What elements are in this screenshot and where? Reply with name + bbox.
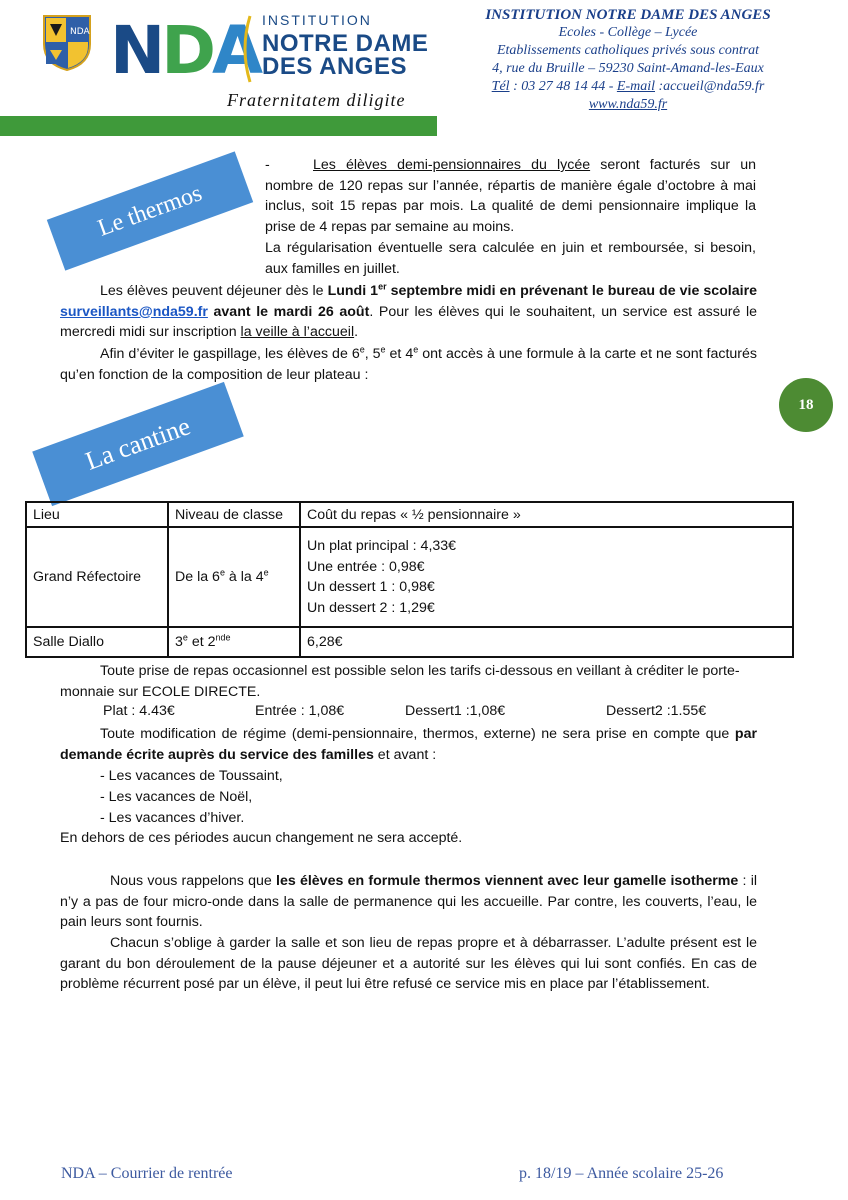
table-cell-lieu: Grand Réfectoire xyxy=(26,527,168,627)
crest-logo xyxy=(42,14,92,72)
regime-written-request: par demande écrite auprès du service des familles xyxy=(60,726,757,763)
contact-title: INSTITUTION NOTRE DAME DES ANGES xyxy=(485,7,771,23)
logo-letter-d: D xyxy=(161,12,213,89)
website-link[interactable]: www.nda59.fr xyxy=(588,97,668,112)
cost-plat: Un plat principal : 4,33€ xyxy=(307,538,457,554)
table-cell-niveau xyxy=(168,627,300,657)
contact-block xyxy=(458,6,798,114)
p3-text-a: Afin d’éviter le gaspillage, les élèves de 6 xyxy=(100,346,360,362)
institution-name-line-2: DES ANGES xyxy=(262,53,407,80)
price-plat: Plat : 4.43€ xyxy=(103,703,175,719)
nda-logo xyxy=(110,12,260,89)
niveau-sup-a: e xyxy=(182,632,188,643)
regime-change-paragraph xyxy=(60,724,757,765)
contact-phone-email xyxy=(458,78,798,96)
niveau-sup-a: e xyxy=(219,567,225,578)
thermos-paragraph-3 xyxy=(60,344,757,385)
period-list-item: - Les vacances de Noël, xyxy=(100,789,253,805)
thermos-paragraph-1 xyxy=(265,155,756,238)
p3-sup-1: e xyxy=(359,344,365,355)
price-dessert-1: Dessert1 :1,08€ xyxy=(405,703,506,719)
niveau-text-b: à la 4 xyxy=(224,569,264,585)
p2-deadline: avant le mardi 26 août xyxy=(207,303,370,320)
email-text: :accueil@nda59.fr xyxy=(655,79,765,94)
p3-sup-3: e xyxy=(413,344,419,355)
contact-line-2: Etablissements catholiques privés sous contrat xyxy=(496,43,760,58)
table-header-row xyxy=(26,502,793,527)
occasional-meals-paragraph: Toute prise de repas occasionnel est possible selon les tarifs ci-dessous en veillant à créditer le porte-monnaie sur ECOLE DIRECTE. xyxy=(60,663,740,700)
reminder-gamelle: les élèves en formule thermos viennent avec leur gamelle isotherme xyxy=(276,873,739,889)
table-cell-cost: 6,28€ xyxy=(300,627,793,657)
crest-letters: NDA xyxy=(70,27,90,37)
contact-line-3: 4, rue du Bruille – 59230 Saint-Amand-les-Eaux xyxy=(492,61,764,76)
table-header-niveau: Niveau de classe xyxy=(168,502,300,527)
contact-line-1: Ecoles - Collège – Lycée xyxy=(558,25,698,40)
header-green-bar xyxy=(0,116,437,136)
cantine-price-table xyxy=(25,501,794,658)
niveau-text-b: et 2 xyxy=(187,634,216,650)
banner-la-cantine xyxy=(32,382,244,506)
motto: Fraternitatem diligite xyxy=(227,90,406,110)
list-dash: - xyxy=(265,157,270,173)
thermos-regularisation: La régularisation éventuelle sera calculée en juin et remboursée, si besoin, aux familles en juillet. xyxy=(265,240,756,277)
reminder-text-c: : il n’y a pas de four micro-onde dans la salle de permanence qui les accueille. Par contre, les couverts, l’eau, le pain leurs sont fournis. xyxy=(60,873,757,931)
period-list-item: - Les vacances d’hiver. xyxy=(100,810,245,826)
institution-name-line-1: NOTRE DAME xyxy=(262,30,429,57)
footer-right: p. 18/19 – Année scolaire 25-26 xyxy=(519,1165,724,1182)
footer-left: NDA – Courrier de rentrée xyxy=(61,1165,233,1182)
banner-le-thermos xyxy=(47,151,253,270)
logo-swoosh xyxy=(240,14,254,84)
thermos-paragraph-2 xyxy=(60,281,757,343)
regime-text-a: Toute modification de régime (demi-pensionnaire, thermos, externe) ne sera prise en compte que xyxy=(100,726,735,742)
p2-veille-accueil: la veille à l’accueil xyxy=(240,324,355,341)
p2-end: . xyxy=(354,324,359,341)
price-dessert-2: Dessert2 :1.55€ xyxy=(606,703,707,719)
p3-text-c: et 4 xyxy=(385,346,414,362)
cost-entree: Une entrée : 0,98€ xyxy=(307,558,425,575)
cost-dessert-1: Un dessert 1 : 0,98€ xyxy=(307,579,435,595)
logo-letter-a: A xyxy=(212,12,260,89)
table-cell-costs xyxy=(300,527,793,627)
cleanliness-paragraph: Chacun s’oblige à garder la salle et son lieu de repas propre et à débarrasser. L’adulte présent est le garant du bon déroulement de la pause déjeuner et a autorité sur les élèves qui lui sont confiés. En cas de problème récurrent posé par un élève, il peut lui être refusé ce service mis en place par l’établissement. xyxy=(60,935,757,993)
tel-label: Tél xyxy=(491,79,510,94)
price-entree: Entrée : 1,08€ xyxy=(255,703,345,719)
p2-date-a: Lundi 1 xyxy=(327,283,379,299)
niveau-sup-b: nde xyxy=(215,632,231,643)
logo-letter-n: N xyxy=(110,12,162,89)
tel-text: : 03 27 48 14 44 - xyxy=(509,79,617,94)
p2-text-b: septembre midi en prévenant le bureau de vie scolaire xyxy=(386,283,757,299)
table-header-lieu: Lieu xyxy=(26,502,168,527)
institution-small-label: INSTITUTION xyxy=(262,12,372,28)
thermos-lead-rest: seront facturés sur un nombre de 120 repas sur l’année, répartis de manière égale d’octobre à mai inclus, soit 15 repas par mois. La qualité de demi pensionnaire implique la prise de 4 repas par semaine au moins. xyxy=(265,157,756,236)
banner-la-cantine-label: La cantine xyxy=(81,411,195,476)
email-label[interactable]: E-mail xyxy=(616,79,655,94)
niveau-sup-b: e xyxy=(263,567,269,578)
period-list-item: - Les vacances de Toussaint, xyxy=(100,768,283,784)
table-cell-niveau xyxy=(168,527,300,627)
no-change-notice: En dehors de ces périodes aucun changement ne sera accepté. xyxy=(60,830,463,846)
niveau-text-a: De la 6 xyxy=(175,569,220,585)
page-number-badge: 18 xyxy=(779,378,833,432)
table-row xyxy=(26,627,793,657)
surveillants-email-link[interactable]: surveillants@nda59.fr xyxy=(60,303,208,320)
p3-sup-2: e xyxy=(380,344,386,355)
thermos-reminder-paragraph xyxy=(60,871,757,933)
table-header-cout: Coût du repas « ½ pensionnaire » xyxy=(300,502,793,527)
cost-dessert-2: Un dessert 2 : 1,29€ xyxy=(307,599,435,616)
table-row xyxy=(26,527,793,627)
table-cell-lieu: Salle Diallo xyxy=(26,627,168,657)
p3-text-d: ont accès à une formule à la carte et ne sont facturés qu’en fonction de la composition de leur plateau : xyxy=(60,346,757,383)
p3-text-b: , 5 xyxy=(364,346,381,362)
thermos-lead: Les élèves demi-pensionnaires du lycée xyxy=(313,157,591,173)
reminder-text-a: Nous vous rappelons que xyxy=(110,873,276,889)
regime-text-c: et avant : xyxy=(373,746,437,763)
p2-date-sup: er xyxy=(378,281,387,292)
occasional-prices xyxy=(0,703,848,724)
p2-text-c: . Pour les élèves qui le souhaitent, un service est assuré le mercredi midi sur inscription xyxy=(60,303,758,341)
p2-text-a: Les élèves peuvent déjeuner dès le xyxy=(100,283,328,299)
banner-le-thermos-label: Le thermos xyxy=(94,179,206,242)
niveau-text-a: 3 xyxy=(175,634,183,650)
